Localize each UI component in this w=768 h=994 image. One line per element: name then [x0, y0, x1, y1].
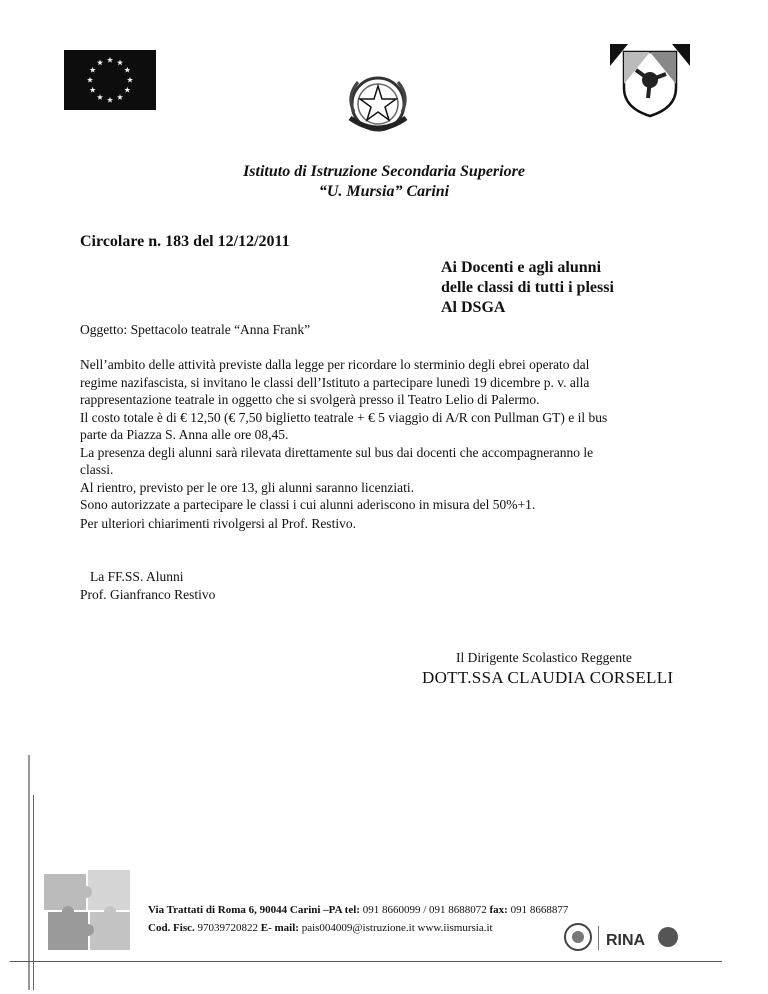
sicily-region-crest — [610, 44, 690, 118]
principal-name: DOTT.SSA CLAUDIA CORSELLI — [422, 668, 674, 687]
institute-school: “U. Mursia” Carini — [318, 183, 450, 200]
recipient-line: delle classi di tutti i plessi — [441, 279, 614, 296]
recipient-line: Ai Docenti e agli alunni — [441, 259, 602, 276]
ffss-name: Prof. Gianfranco Restivo — [80, 586, 216, 602]
body-line: La presenza degli alunni sarà rilevata direttamente sul bus dai docenti che accompagneranno le — [80, 444, 594, 460]
body-line: Il costo totale è di € 12,50 (€ 7,50 biglietto teatrale + € 5 viaggio di A/R con Pullman GT) e il bus — [80, 409, 608, 425]
phone-numbers: 091 8660099 / 091 8688072 — [359, 904, 490, 916]
eu-flag-icon — [64, 50, 156, 110]
ffss-signature — [80, 568, 215, 603]
margin-line — [28, 755, 30, 990]
footer-address — [148, 904, 568, 916]
body-line: Al rientro, previsto per le ore 13, gli alunni saranno licenziati. — [80, 479, 415, 495]
circular-reference: Circolare n. 183 del 12/12/2011 — [80, 233, 290, 250]
email-and-website: pais004009@istruzione.it www.iismursia.it — [298, 922, 493, 934]
subject-line: Oggetto: Spettacolo teatrale “Anna Frank” — [80, 322, 311, 337]
body-line: classi. — [80, 462, 114, 477]
recipient-line: Al DSGA — [441, 299, 506, 316]
recipients-block — [441, 258, 614, 318]
body-text — [80, 356, 700, 514]
body-line: regime nazifascista, si invitano le classi dell’Istituto a partecipare lunedì 19 dicembre p. v. alla — [80, 374, 590, 390]
fiscal-code-label: Cod. Fisc. — [148, 922, 195, 934]
school-puzzle-logo — [42, 868, 134, 954]
body-line: rappresentazione teatrale in oggetto che si svolgerà presso il Teatro Lelio di Palermo. — [80, 392, 540, 407]
body-line: parte da Piazza S. Anna alle ore 08,45. — [80, 427, 289, 442]
fax-label: fax: — [489, 904, 508, 916]
footer-contacts — [148, 922, 493, 934]
certification-logo — [562, 920, 682, 954]
further-info: Per ulteriori chiarimenti rivolgersi al Prof. Restivo. — [80, 516, 356, 531]
email-label: E- mail: — [260, 922, 299, 934]
address-label: Via Trattati di Roma 6, 90044 Carini –PA tel: — [148, 904, 360, 916]
ffss-role: La FF.SS. Alunni — [90, 569, 184, 584]
principal-role: Il Dirigente Scolastico Reggente — [456, 650, 632, 665]
rina-text: RINA — [606, 932, 646, 949]
institute-name: Istituto di Istruzione Secondaria Superiore — [243, 163, 525, 180]
body-line: Sono autorizzate a partecipare le classi i cui alunni aderiscono in misura del 50%+1. — [80, 497, 536, 512]
fiscal-code: 97039720822 — [194, 922, 261, 934]
body-line: Nell’ambito delle attività previste dalla legge per ricordare lo sterminio degli ebrei operato dal — [80, 357, 590, 372]
fax-number: 091 8668877 — [507, 904, 569, 916]
italian-republic-emblem — [336, 72, 420, 136]
bottom-rule — [10, 961, 722, 962]
